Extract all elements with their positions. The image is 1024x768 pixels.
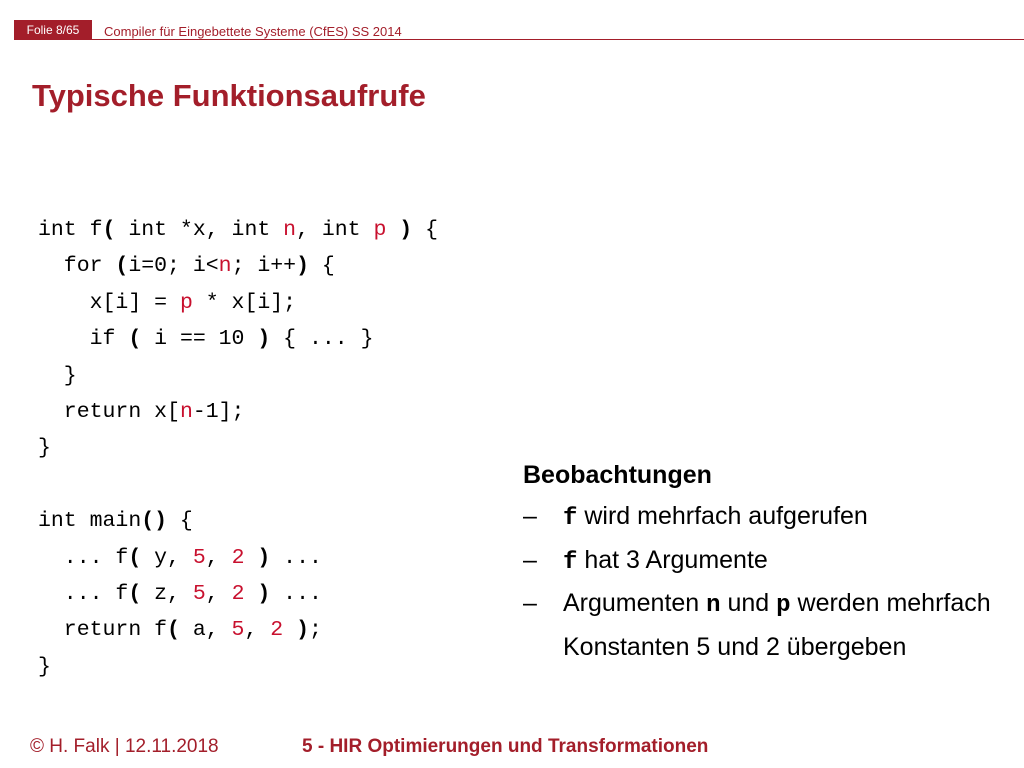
code-line bbox=[38, 540, 438, 576]
code-highlight: p bbox=[179, 290, 193, 315]
code-token: } bbox=[38, 436, 51, 461]
code-line bbox=[38, 248, 438, 284]
course-title: Compiler für Eingebettete Systeme (CfES) SS 2014 bbox=[104, 24, 402, 39]
slide-number: Folie 8/65 bbox=[14, 20, 92, 40]
code-token: ; i++ bbox=[231, 254, 297, 279]
code-token: int *x, int bbox=[115, 218, 284, 242]
code-token: ( bbox=[128, 581, 142, 606]
code-line bbox=[38, 649, 438, 685]
code-token: -1]; bbox=[192, 399, 245, 424]
code-token: , int bbox=[296, 218, 374, 242]
code-line bbox=[38, 430, 438, 466]
code-highlight: 2 bbox=[231, 581, 245, 606]
code-line bbox=[38, 467, 438, 503]
code-line bbox=[38, 321, 438, 357]
code-line bbox=[38, 576, 438, 612]
observations-list bbox=[523, 496, 1003, 667]
code-token: ( bbox=[115, 254, 129, 279]
code-token: return f bbox=[38, 618, 168, 643]
code-token: ... f bbox=[38, 545, 129, 570]
code-token: ) bbox=[257, 327, 271, 352]
code-token bbox=[386, 218, 399, 242]
code-token: { ... } bbox=[270, 327, 374, 352]
code-token: i == 10 bbox=[141, 327, 258, 352]
code-token: { bbox=[167, 509, 193, 534]
code-token: ... f bbox=[38, 581, 129, 606]
observations-box bbox=[523, 458, 1003, 667]
code-token: ( bbox=[128, 327, 142, 352]
bullet-dash: – bbox=[523, 589, 537, 617]
code-highlight: 5 bbox=[192, 545, 206, 570]
bullet-dash: – bbox=[523, 502, 537, 530]
code-token: , bbox=[205, 545, 232, 570]
code-highlight: 5 bbox=[231, 618, 245, 643]
code-token: } bbox=[38, 363, 77, 388]
observation-text: und bbox=[720, 589, 777, 617]
code-line bbox=[38, 503, 438, 539]
code-line bbox=[38, 285, 438, 321]
code-token: ) bbox=[257, 581, 271, 606]
code-token bbox=[283, 618, 296, 642]
code-token: i=0; i< bbox=[128, 254, 219, 279]
code-token: y, bbox=[141, 545, 193, 570]
code-token: for bbox=[38, 254, 116, 279]
observation-text: wird mehrfach aufgerufen bbox=[577, 502, 868, 530]
inline-code: p bbox=[776, 592, 791, 619]
code-token: z, bbox=[141, 581, 193, 606]
observation-text: hat 3 Argumente bbox=[577, 545, 768, 574]
code-token: , bbox=[244, 618, 271, 643]
code-highlight: 5 bbox=[192, 581, 206, 606]
code-highlight: p bbox=[373, 218, 387, 242]
code-highlight: 2 bbox=[270, 618, 284, 643]
footer-chapter: 5 - HIR Optimierungen und Transformationen bbox=[302, 736, 709, 757]
inline-code: f bbox=[563, 505, 578, 532]
code-token: () bbox=[141, 509, 168, 534]
observations-heading: Beobachtungen bbox=[523, 461, 712, 489]
observation-text: werden mehrfach Konstanten 5 und 2 übergeben bbox=[563, 589, 991, 661]
code-token: } bbox=[38, 654, 51, 679]
code-token: ; bbox=[308, 618, 322, 643]
code-token: ) bbox=[296, 618, 309, 643]
code-token: , bbox=[205, 581, 232, 606]
code-token bbox=[244, 546, 257, 570]
code-token: ... bbox=[270, 581, 322, 606]
code-highlight: n bbox=[283, 218, 297, 242]
code-token: { bbox=[412, 218, 439, 242]
code-token: ... bbox=[270, 545, 322, 570]
inline-code: n bbox=[706, 592, 721, 619]
observation-item bbox=[523, 540, 1003, 584]
code-token: ) bbox=[257, 545, 271, 570]
code-token: ( bbox=[102, 218, 116, 242]
slide-title: Typische Funktionsaufrufe bbox=[32, 78, 426, 113]
code-highlight: 2 bbox=[231, 545, 245, 570]
code-token: return x[ bbox=[38, 399, 180, 424]
code-token: if bbox=[38, 327, 129, 352]
code-token bbox=[244, 582, 257, 606]
code-token: ) bbox=[296, 254, 309, 279]
code-token: { bbox=[308, 254, 335, 279]
inline-code: f bbox=[563, 548, 578, 576]
code-line bbox=[38, 212, 438, 248]
code-token: a, bbox=[179, 618, 232, 643]
code-highlight: n bbox=[179, 399, 193, 424]
code-line bbox=[38, 358, 438, 394]
bullet-dash: – bbox=[523, 545, 537, 574]
code-token: int f bbox=[38, 218, 103, 242]
code-token: x[i] = bbox=[38, 290, 180, 315]
code-token: * x[i]; bbox=[192, 290, 297, 315]
code-token: ( bbox=[128, 545, 142, 570]
code-token: ) bbox=[399, 218, 413, 242]
footer-author-date: © H. Falk | 12.11.2018 bbox=[30, 736, 219, 757]
code-token: ( bbox=[167, 618, 180, 643]
observation-item bbox=[523, 583, 1003, 667]
observation-text: Argumenten bbox=[563, 589, 707, 617]
code-highlight: n bbox=[218, 254, 232, 279]
header-divider bbox=[14, 39, 1024, 40]
code-token: int main bbox=[38, 509, 142, 534]
code-line bbox=[38, 612, 438, 648]
code-line bbox=[38, 394, 438, 430]
code-listing bbox=[38, 212, 438, 685]
observation-item bbox=[523, 496, 1003, 540]
